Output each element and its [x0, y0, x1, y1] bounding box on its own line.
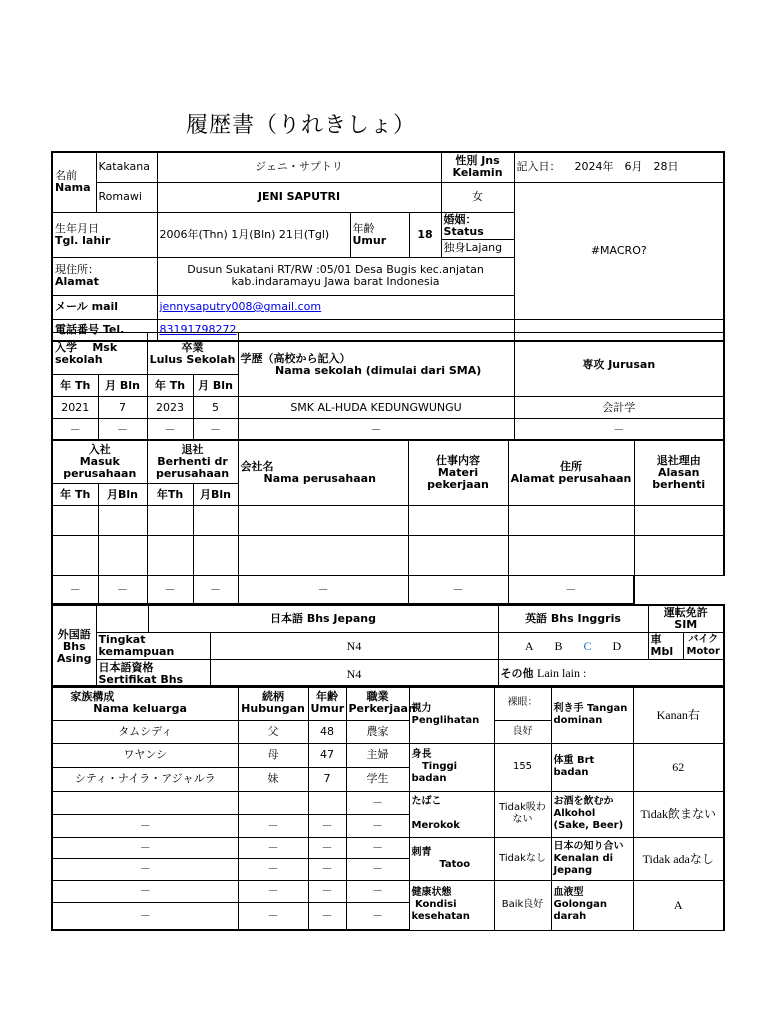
cell: －	[308, 902, 346, 930]
family-name-header: 家族構成 Nama keluarga	[52, 686, 238, 720]
address-value: Dusun Sukatani RT/RW :05/01 Desa Bugis kec.anjatan kab.indaramayu Jawa barat Indonesia	[157, 257, 514, 295]
cell: 2021	[52, 397, 98, 419]
alamat-header: 住所 Alamat perusahaan	[508, 440, 634, 506]
fill-date: 記入日： 2024年 6月 28日	[514, 152, 724, 182]
grade-b: B	[554, 639, 563, 653]
family-rel-header: 続柄 Hubungan	[238, 686, 308, 720]
personal-table	[51, 151, 725, 342]
tangan-value: Kanan右	[633, 686, 724, 743]
status-value: 独身Lajang	[441, 239, 514, 257]
cell: 47	[308, 743, 346, 767]
cell	[238, 791, 308, 814]
family-job-header: 職業 Perkerjaan	[346, 686, 409, 720]
table-row	[52, 506, 724, 536]
motor-label: バイク Motor	[683, 633, 724, 660]
cell: －	[346, 791, 409, 814]
name-header: 名前 Nama	[52, 152, 96, 212]
cell: －	[346, 880, 409, 902]
cell: 会計学	[514, 397, 724, 419]
cell: －	[346, 902, 409, 930]
grade-a: A	[524, 639, 534, 653]
kenalan-label: 日本の知り合い Kenalan di Jepang	[551, 837, 633, 880]
family-age-header: 年齢 Umur	[308, 686, 346, 720]
berhenti-bln: 月Bln	[193, 484, 238, 506]
cell: －	[308, 837, 346, 858]
kondisi-label: 健康状態 Kondisi kesehatan	[409, 880, 494, 930]
cell: －	[308, 858, 346, 880]
cell: ワヤンシ	[52, 743, 238, 767]
cell: －	[408, 576, 508, 604]
page-title: 履歴書（りれきしょ）	[186, 113, 417, 138]
mobil-label: 車Mbl	[648, 633, 683, 660]
work-table	[51, 439, 725, 604]
alkohol-value: Tidak飲まない	[633, 791, 724, 837]
tel-link[interactable]: 83191798272	[159, 322, 237, 336]
mail-link[interactable]: jennysaputry008@gmail.com	[159, 300, 322, 313]
inggris-header: 英語 Bhs Inggris	[498, 605, 648, 633]
romawi-label: Romawi	[96, 182, 157, 212]
cell: 7	[308, 767, 346, 791]
age-value: 18	[409, 212, 441, 257]
english-grades	[498, 633, 648, 660]
address-header: 現住所： Alamat	[52, 257, 157, 295]
lulus-bln: 月 Bln	[193, 375, 238, 397]
cell: SMK AL-HUDA KEDUNGWUNGU	[238, 397, 514, 419]
berhenti-th: 年Th	[147, 484, 193, 506]
masuk-bln: 月Bln	[98, 484, 147, 506]
darah-value: A	[633, 880, 724, 930]
tatoo-value: Tidakなし	[494, 837, 551, 880]
age-header: 年齢 Umur	[350, 212, 409, 257]
cell: －	[52, 837, 238, 858]
cell: －	[52, 858, 238, 880]
cell: 2023	[147, 397, 193, 419]
language-table	[51, 604, 725, 688]
tinggi-label: 身長 Tinggi badan	[409, 743, 494, 791]
jepang-header: 日本語 Bhs Jepang	[148, 605, 498, 633]
kenalan-value: Tidak adaなし	[633, 837, 724, 880]
alkohol-label: お酒を飲むか Alkohol (Sake, Beer)	[551, 791, 633, 837]
cell: －	[52, 576, 98, 604]
cell: －	[308, 814, 346, 837]
berhenti-header: 退社 Berhenti dr perusahaan	[147, 440, 238, 484]
cell: 主婦	[346, 743, 409, 767]
cell: 父	[238, 720, 308, 743]
katakana-value: ジェニ・サプトリ	[157, 152, 441, 182]
tel-header: 電話番号 Tel.	[52, 319, 157, 341]
romawi-value: JENI SAPUTRI	[157, 182, 441, 212]
cell: 妹	[238, 767, 308, 791]
cell	[52, 791, 238, 814]
cell: －	[514, 419, 724, 441]
grade-c: C	[583, 639, 592, 653]
alasan-header: 退社理由 Alasan berhenti	[634, 440, 724, 506]
msk-bln: 月 Bln	[98, 375, 147, 397]
table-row	[52, 791, 724, 814]
kondisi-value: Baik良好	[494, 880, 551, 930]
dob-header: 生年月日 Tgl. lahir	[52, 212, 157, 257]
asing-header: 外国語 Bhs Asing	[52, 605, 96, 688]
tingkat-value: N4	[210, 633, 498, 660]
cell: －	[346, 814, 409, 837]
table-row	[52, 536, 724, 576]
cell: －	[238, 902, 308, 930]
status-header: 婚姻：Status	[441, 212, 514, 239]
cell: －	[238, 576, 408, 604]
table-row	[52, 576, 724, 604]
sertifikat-value: N4	[210, 660, 498, 688]
cell: －	[98, 576, 147, 604]
table-row	[52, 397, 724, 419]
table-row	[52, 743, 724, 767]
gender-value: 女	[441, 182, 514, 212]
cell: －	[147, 419, 193, 441]
tinggi-value: 155	[494, 743, 551, 791]
cell: －	[52, 419, 98, 441]
katakana-label: Katakana	[96, 152, 157, 182]
merokok-value: Tidak吸わない	[494, 791, 551, 837]
cell: 農家	[346, 720, 409, 743]
mail-value[interactable]	[157, 295, 514, 319]
school-header: 学歴（高校から記入） Nama sekolah (dimulai dari SMA)	[238, 333, 514, 397]
msk-header: 入学 Msk sekolah	[52, 333, 147, 375]
cell: 48	[308, 720, 346, 743]
cell: －	[238, 419, 514, 441]
table-row	[52, 419, 724, 441]
major-header: 専攻 Jurusan	[514, 333, 724, 397]
cell: 母	[238, 743, 308, 767]
cell: シティ・ナイラ・アジャルラ	[52, 767, 238, 791]
cell: 7	[98, 397, 147, 419]
table-row	[52, 837, 724, 858]
cell: －	[238, 814, 308, 837]
mail-header: メール mail	[52, 295, 157, 319]
cell: タムシディ	[52, 720, 238, 743]
education-table	[51, 332, 725, 441]
gender-header: 性別 Jns Kelamin	[441, 152, 514, 182]
cell: －	[508, 576, 634, 604]
berat-label: 体重 Brt badan	[551, 743, 633, 791]
table-row	[52, 880, 724, 902]
cell: －	[98, 419, 147, 441]
cell: －	[193, 576, 238, 604]
penglihatan-value2: 良好	[494, 720, 551, 743]
cell: －	[238, 837, 308, 858]
masuk-header: 入社 Masuk perusahaan	[52, 440, 147, 484]
cell: －	[346, 837, 409, 858]
sertifikat-label: 日本語資格 Sertifikat Bhs	[96, 660, 210, 688]
cell: －	[52, 814, 238, 837]
cell: －	[308, 880, 346, 902]
darah-label: 血液型 Golongan darah	[551, 880, 633, 930]
cell: －	[147, 576, 193, 604]
cell: 学生	[346, 767, 409, 791]
company-header: 会社名 Nama perusahaan	[238, 440, 408, 506]
family-health-table	[51, 685, 725, 931]
masuk-th: 年 Th	[52, 484, 98, 506]
tangan-label: 利き手 Tangan dominan	[551, 686, 633, 743]
penglihatan-value: 裸眼：	[494, 686, 551, 720]
cell: －	[52, 880, 238, 902]
tatoo-label: 刺青 Tatoo	[409, 837, 494, 880]
cell: －	[238, 858, 308, 880]
cell: －	[52, 902, 238, 930]
cell: －	[346, 858, 409, 880]
cell: 5	[193, 397, 238, 419]
materi-header: 仕事内容 Materi pekerjaan	[408, 440, 508, 506]
lain-lain: その他 Lain lain :	[498, 660, 724, 688]
lulus-header: 卒業 Lulus Sekolah	[147, 333, 238, 375]
sim-header: 運転免許 SIM	[648, 605, 724, 633]
cell: －	[193, 419, 238, 441]
penglihatan-label: 視力 Penglihatan	[409, 686, 494, 743]
berat-value: 62	[633, 743, 724, 791]
cell	[308, 791, 346, 814]
cell: －	[238, 880, 308, 902]
photo-box: #MACRO?	[514, 182, 724, 319]
grade-d: D	[612, 639, 622, 653]
lulus-th: 年 Th	[147, 375, 193, 397]
msk-th: 年 Th	[52, 375, 98, 397]
dob-value: 2006年(Thn) 1月(Bln) 21日(Tgl)	[157, 212, 350, 257]
merokok-label: たばこ Merokok	[409, 791, 494, 837]
tingkat-label: Tingkat kemampuan	[96, 633, 210, 660]
